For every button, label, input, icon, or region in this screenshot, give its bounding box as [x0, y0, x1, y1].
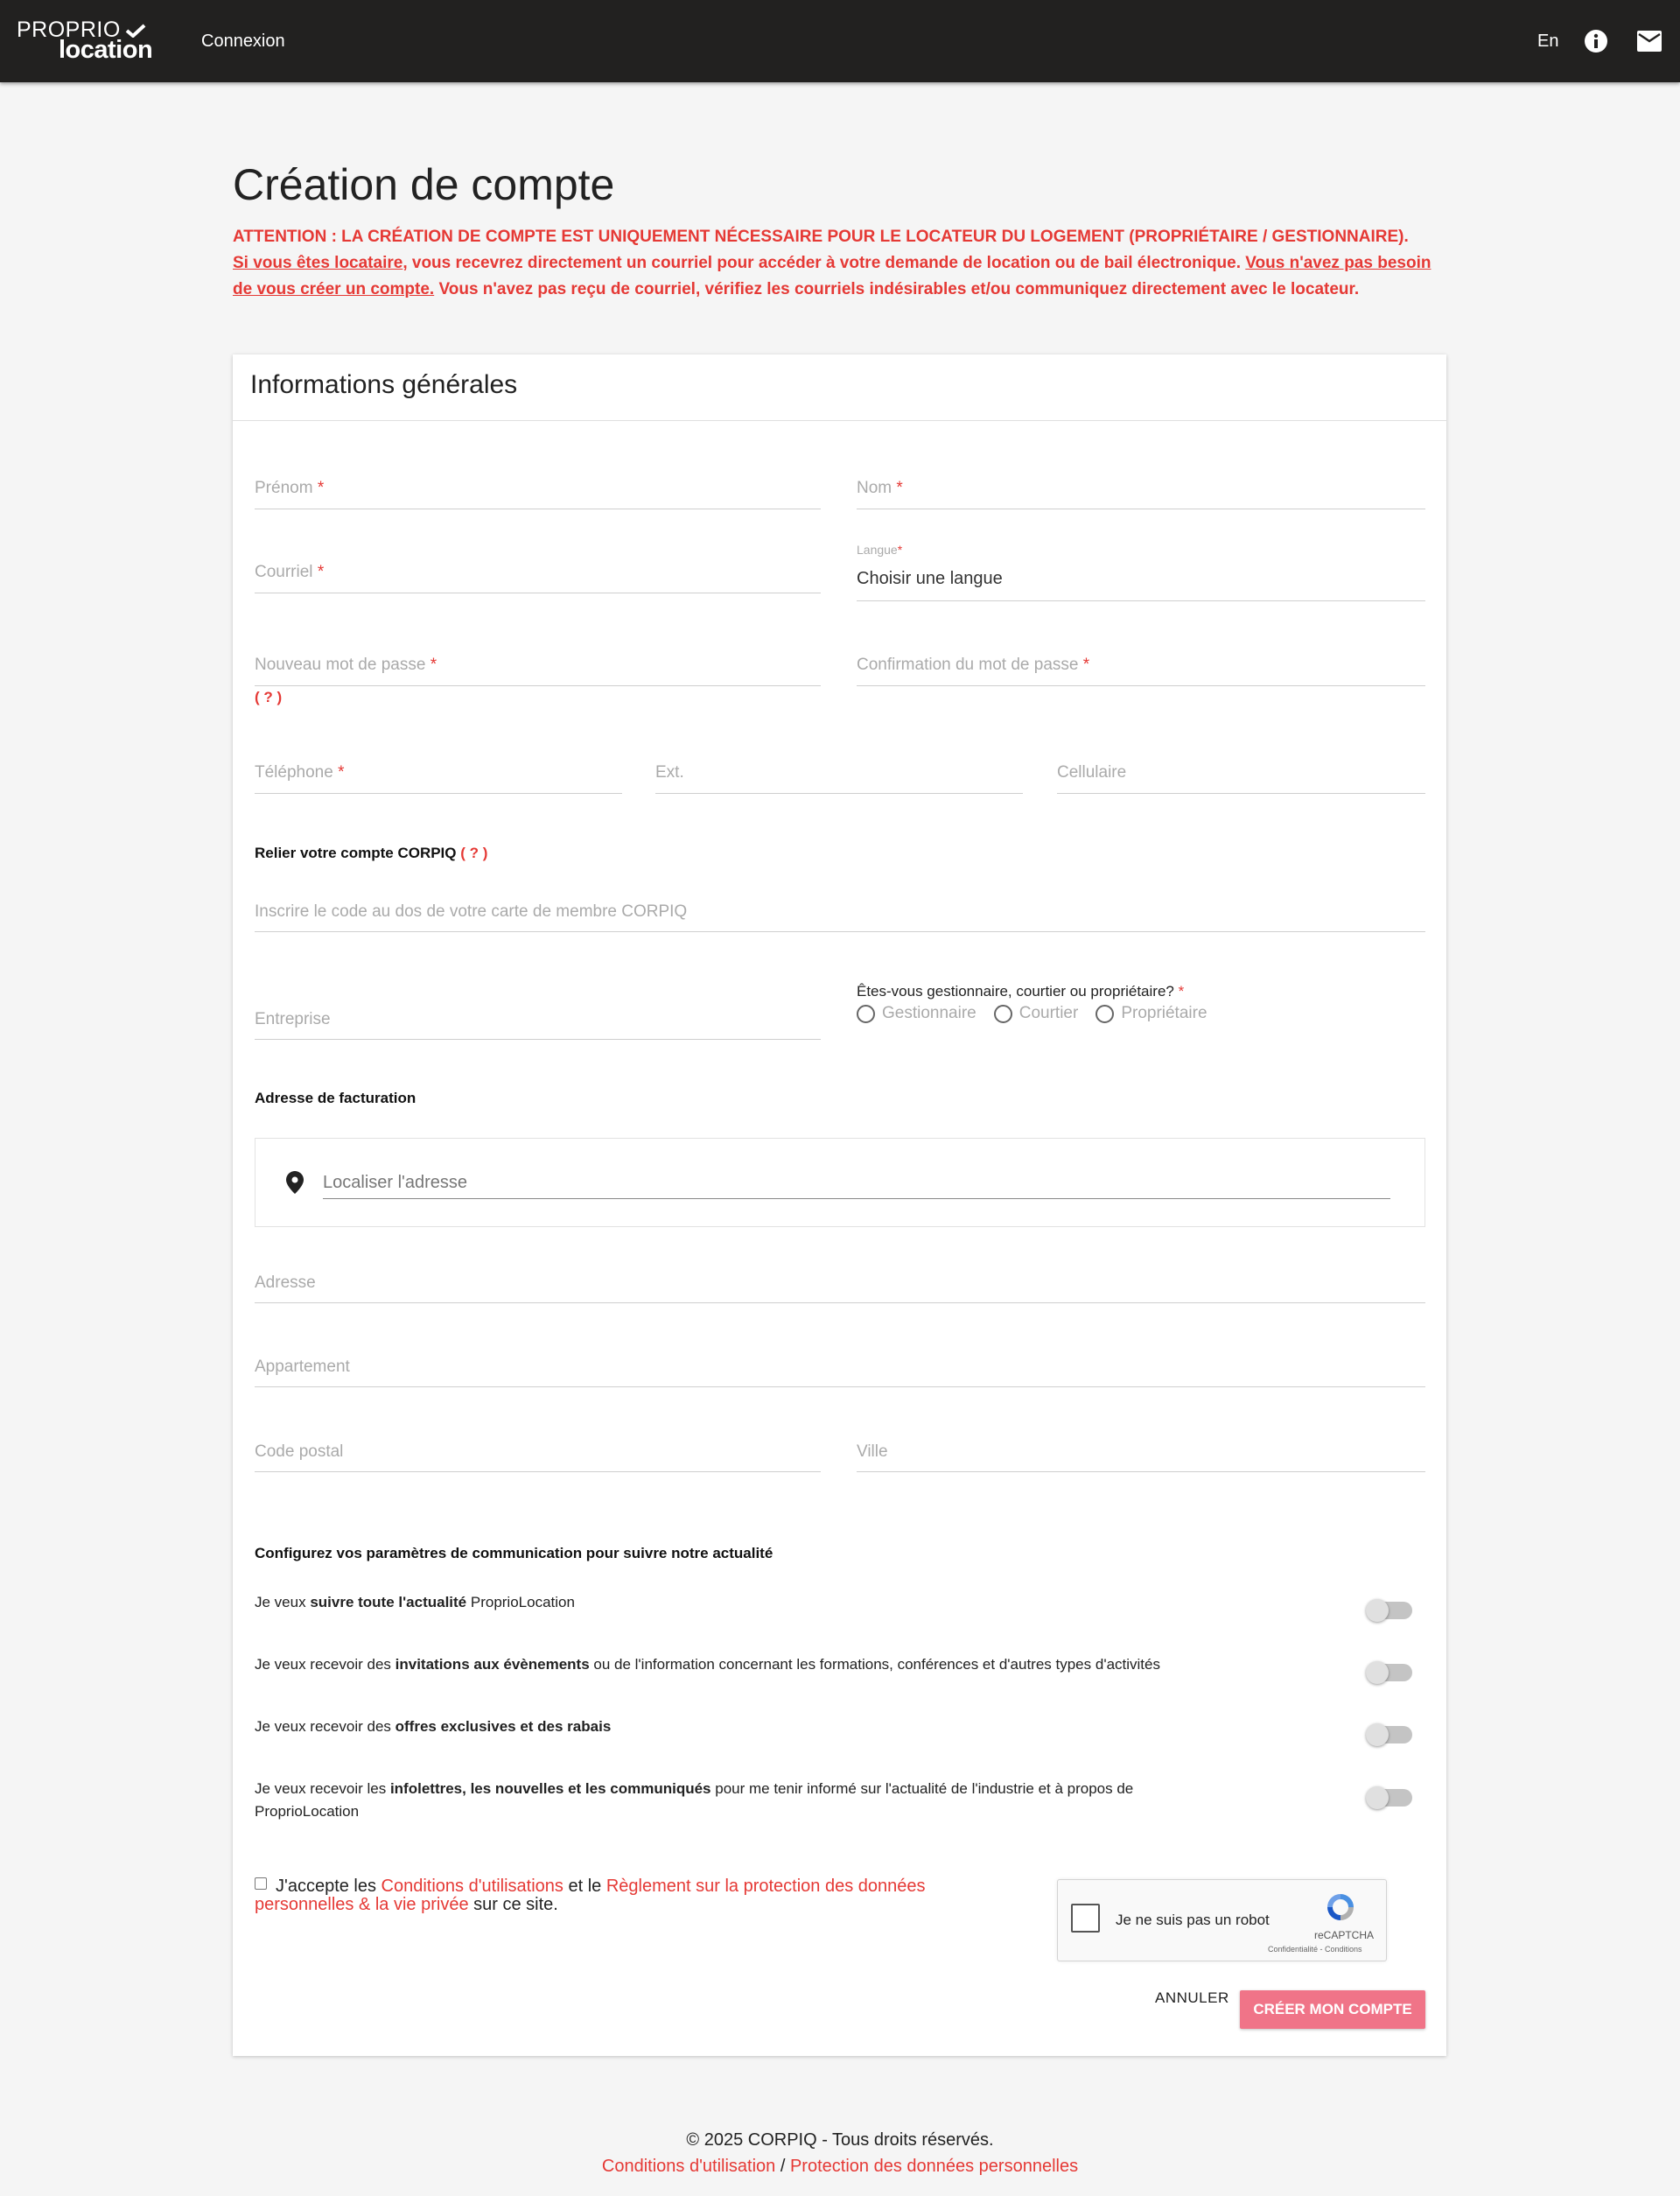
adresse-underline: [255, 1301, 1425, 1303]
communication-title: Configurez vos paramètres de communication pour suivre notre actualité: [255, 1545, 774, 1561]
courriel-underline: [255, 592, 821, 593]
footer-links: Conditions d'utilisation / Protection des données personnelles: [601, 2157, 1079, 2176]
entreprise-underline: [255, 1038, 821, 1040]
language-toggle[interactable]: En: [1537, 32, 1559, 51]
nom-field[interactable]: Nom *: [857, 479, 903, 497]
toggle-newsletters[interactable]: [1366, 1786, 1413, 1807]
prenom-field[interactable]: Prénom *: [255, 479, 325, 497]
appartement-underline: [255, 1386, 1425, 1387]
entreprise-field[interactable]: Entreprise: [255, 1010, 331, 1028]
location-pin-icon: [286, 1171, 304, 1194]
terms-acceptance: J'accepte les Conditions d'utilisations et le Règlement sur la protection des données personnelles & la vie privée sur ce site.: [255, 1877, 926, 1914]
logo-line2: location: [59, 36, 153, 64]
tenant-link[interactable]: Si vous êtes locataire: [233, 254, 403, 272]
code-postal-underline: [255, 1470, 821, 1472]
recaptcha-logo-icon: [1325, 1891, 1356, 1923]
recaptcha-brand: reCAPTCHA: [1314, 1929, 1375, 1941]
comm-pref-newsletters: Je veux recevoir les infolettres, les nouvelles et les communiqués pour me tenir informé sur l'actualité de l'industrie et à propos de ProprioLocation: [255, 1780, 1134, 1820]
toggle-events[interactable]: [1366, 1661, 1413, 1682]
address-locator-box: [255, 1138, 1425, 1227]
top-bar: [0, 0, 1680, 82]
cancel-button[interactable]: ANNULER: [1155, 1989, 1229, 2006]
code-postal-field[interactable]: Code postal: [255, 1442, 344, 1461]
recaptcha-widget: [1057, 1879, 1387, 1961]
nav-connexion-link[interactable]: Connexion: [201, 32, 285, 51]
warning-line1: ATTENTION : LA CRÉATION DE COMPTE EST UNIQUEMENT NÉCESSAIRE POUR LE LOCATEUR DU LOGEMENT (PROPRIÉTAIRE / GESTIONNAIRE).: [233, 228, 1409, 246]
toggle-offers[interactable]: [1366, 1723, 1413, 1744]
create-account-button[interactable]: CRÉER MON COMPTE: [1240, 1990, 1425, 2029]
radio-courtier[interactable]: Courtier: [994, 1004, 1079, 1023]
comm-pref-offers: Je veux recevoir des offres exclusives et des rabais: [255, 1718, 612, 1735]
corpiq-title: Relier votre compte CORPIQ ( ? ): [255, 845, 488, 861]
role-question: Êtes-vous gestionnaire, courtier ou propriétaire? *: [857, 983, 1185, 1000]
page-title: Création de compte: [233, 160, 615, 209]
ext-field[interactable]: Ext.: [655, 763, 684, 782]
info-icon[interactable]: [1584, 29, 1608, 53]
new-password-underline: [255, 684, 821, 686]
radio-circle-icon: [1096, 1005, 1114, 1023]
locate-address-input[interactable]: Localiser l'adresse: [323, 1173, 468, 1192]
footer-copyright: © 2025 CORPIQ - Tous droits réservés.: [686, 2130, 994, 2150]
ville-field[interactable]: Ville: [857, 1442, 888, 1461]
comm-pref-news: Je veux suivre toute l'actualité ProprioLocation: [255, 1594, 575, 1610]
warning-paragraph: Si vous êtes locataire, vous recevrez directement un courriel pour accéder à votre demande de location ou de bail électronique. Vous n'avez pas besoin de vous créer un compte. Vous n'avez pas reçu de courriel, vérifiez les courriels indésirables et/ou communiquez directement avec le locateur.: [233, 254, 1432, 298]
no-account-needed-link[interactable]: Vous n'avez pas besoin de vous créer un compte.: [233, 254, 1432, 298]
new-password-field[interactable]: Nouveau mot de passe *: [255, 656, 438, 674]
logo[interactable]: [17, 19, 152, 63]
role-radio-group: [857, 1004, 1225, 1023]
radio-circle-icon: [857, 1005, 875, 1023]
footer-terms-link[interactable]: Conditions d'utilisation: [601, 2157, 776, 2176]
ville-underline: [857, 1470, 1425, 1472]
appartement-field[interactable]: Appartement: [255, 1358, 350, 1376]
adresse-field[interactable]: Adresse: [255, 1273, 316, 1292]
corpiq-code-input[interactable]: Inscrire le code au dos de votre carte de membre CORPIQ: [255, 902, 688, 921]
mail-icon[interactable]: [1637, 31, 1662, 52]
courriel-field[interactable]: Courriel *: [255, 563, 325, 581]
radio-gestionnaire[interactable]: Gestionnaire: [857, 1004, 976, 1023]
footer-privacy-link[interactable]: Protection des données personnelles: [789, 2157, 1079, 2176]
recaptcha-privacy-links[interactable]: Confidentialité - Conditions: [1268, 1945, 1362, 1954]
toggle-news[interactable]: [1366, 1599, 1413, 1620]
terms-of-use-link[interactable]: Conditions d'utilisations: [381, 1877, 564, 1896]
corpiq-underline: [255, 930, 1425, 932]
telephone-field[interactable]: Téléphone *: [255, 763, 345, 782]
cellulaire-field[interactable]: Cellulaire: [1057, 763, 1127, 782]
logo-line1: PROPRIO: [17, 18, 121, 42]
corpiq-help-link[interactable]: ( ? ): [460, 845, 488, 861]
comm-pref-events: Je veux recevoir des invitations aux évènements ou de l'information concernant les formations, conférences et d'autres types d'activités: [255, 1656, 1160, 1673]
recaptcha-checkbox[interactable]: [1071, 1904, 1100, 1933]
langue-label: Langue*: [857, 543, 903, 557]
locate-address-underline: [323, 1198, 1390, 1199]
confirm-password-field[interactable]: Confirmation du mot de passe *: [857, 656, 1090, 674]
general-info-card: [233, 354, 1446, 2056]
privacy-policy-link[interactable]: Règlement sur la protection des données personnelles & la vie privée: [255, 1877, 926, 1914]
prenom-underline: [255, 508, 821, 509]
warning-notice: [233, 224, 1449, 303]
billing-title: Adresse de facturation: [255, 1090, 416, 1106]
divider: [233, 420, 1446, 421]
langue-underline: [857, 600, 1425, 601]
terms-checkbox[interactable]: [255, 1877, 267, 1890]
radio-proprietaire[interactable]: Propriétaire: [1096, 1004, 1207, 1023]
ext-underline: [655, 792, 1023, 794]
section-title: Informations générales: [250, 370, 518, 399]
telephone-underline: [255, 792, 622, 794]
cellulaire-underline: [1057, 792, 1425, 794]
confirm-password-underline: [857, 684, 1425, 686]
recaptcha-label: Je ne suis pas un robot: [1116, 1912, 1270, 1928]
nom-underline: [857, 508, 1425, 509]
radio-circle-icon: [994, 1005, 1012, 1023]
password-help-link[interactable]: ( ? ): [255, 689, 283, 705]
langue-select[interactable]: Choisir une langue: [857, 569, 1003, 588]
